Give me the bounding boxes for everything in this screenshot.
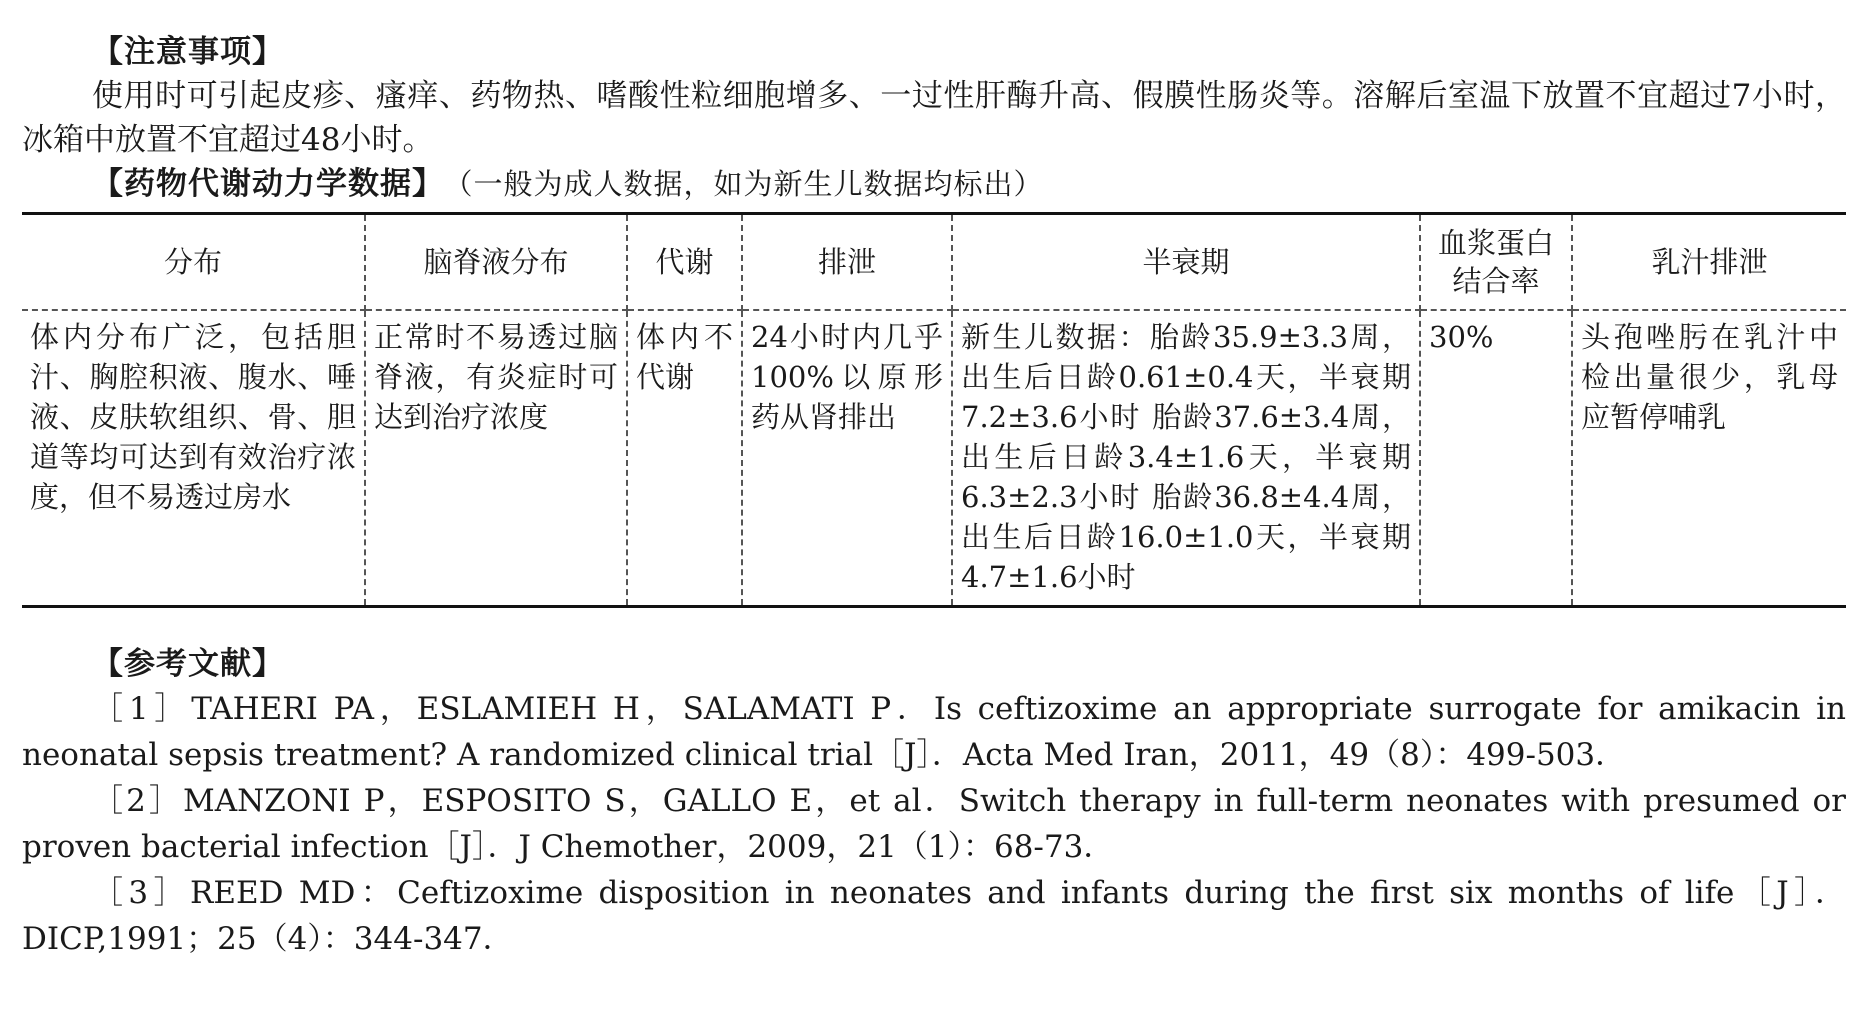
pk-heading (22, 162, 1846, 206)
pk-table-header-row (22, 214, 1846, 311)
table-cell-half-life: 新生儿数据：胎龄35.9±3.3周，出生后日龄0.61±0.4天，半衰期7.2±3.6小时 胎龄37.6±3.4周，出生后日龄3.4±1.6天，半衰期6.3±2.3小时 胎龄36.8±4.4周，出生后日龄16.0±1.0天，半衰期4.7±1.6小时 (952, 310, 1420, 607)
notes-text: 使用时可引起皮疹、瘙痒、药物热、嗜酸性粒细胞增多、一过性肝酶升高、假膜性肠炎等。溶解后室温下放置不宜超过7小时，冰箱中放置不宜超过48小时。 (22, 78, 1846, 158)
notes-heading: 【注意事项】 (92, 34, 284, 70)
table-cell-protein-binding: 30% (1420, 310, 1572, 607)
column-header: 代谢 (627, 214, 742, 311)
column-header: 血浆蛋白结合率 (1420, 214, 1572, 311)
column-header: 乳汁排泄 (1572, 214, 1846, 311)
table-cell-csf-distribution: 正常时不易透过脑脊液，有炎症时可达到治疗浓度 (365, 310, 627, 607)
document-page (22, 30, 1846, 962)
reference-item: ［1］TAHERI PA，ESLAMIEH H，SALAMATI P．Is ceftizoxime an appropriate surrogate for amikacin in neonatal sepsis treatment? A randomized clinical trial［J］．Acta Med Iran，2011，49（8）：499-503． (22, 691, 1846, 773)
column-header: 排泄 (742, 214, 952, 311)
pk-table (22, 212, 1846, 608)
column-header: 半衰期 (952, 214, 1420, 311)
table-cell-metabolism: 体内不代谢 (627, 310, 742, 607)
references-heading: 【参考文献】 (92, 646, 284, 682)
pk-heading-subtitle: （一般为成人数据，如为新生儿数据均标出） (458, 167, 1044, 201)
table-cell-distribution: 体内分布广泛，包括胆汁、胸腔积液、腹水、唾液、皮肤软组织、骨、胆道等均可达到有效治疗浓度，但不易透过房水 (22, 310, 365, 607)
reference-item: ［2］MANZONI P，ESPOSITO S，GALLO E，et al．Switch therapy in full-term neonates with presumed or proven bacterial infection［J］．J Chemother，2009，21（1）：68-73． (22, 783, 1846, 865)
pk-heading-title: 【药物代谢动力学数据】 (92, 166, 444, 202)
reference-item: ［3］REED MD：Ceftizoxime disposition in neonates and infants during the first six months of life［J］．DICP,1991；25（4）：344-347． (22, 875, 1846, 957)
table-cell-excretion: 24小时内几乎100%以原形药从肾排出 (742, 310, 952, 607)
table-cell-milk-excretion: 头孢唑肟在乳汁中检出量很少，乳母应暂停哺乳 (1572, 310, 1846, 607)
references-section (22, 642, 1846, 962)
column-header: 脑脊液分布 (365, 214, 627, 311)
table-row (22, 310, 1846, 607)
column-header: 分布 (22, 214, 365, 311)
